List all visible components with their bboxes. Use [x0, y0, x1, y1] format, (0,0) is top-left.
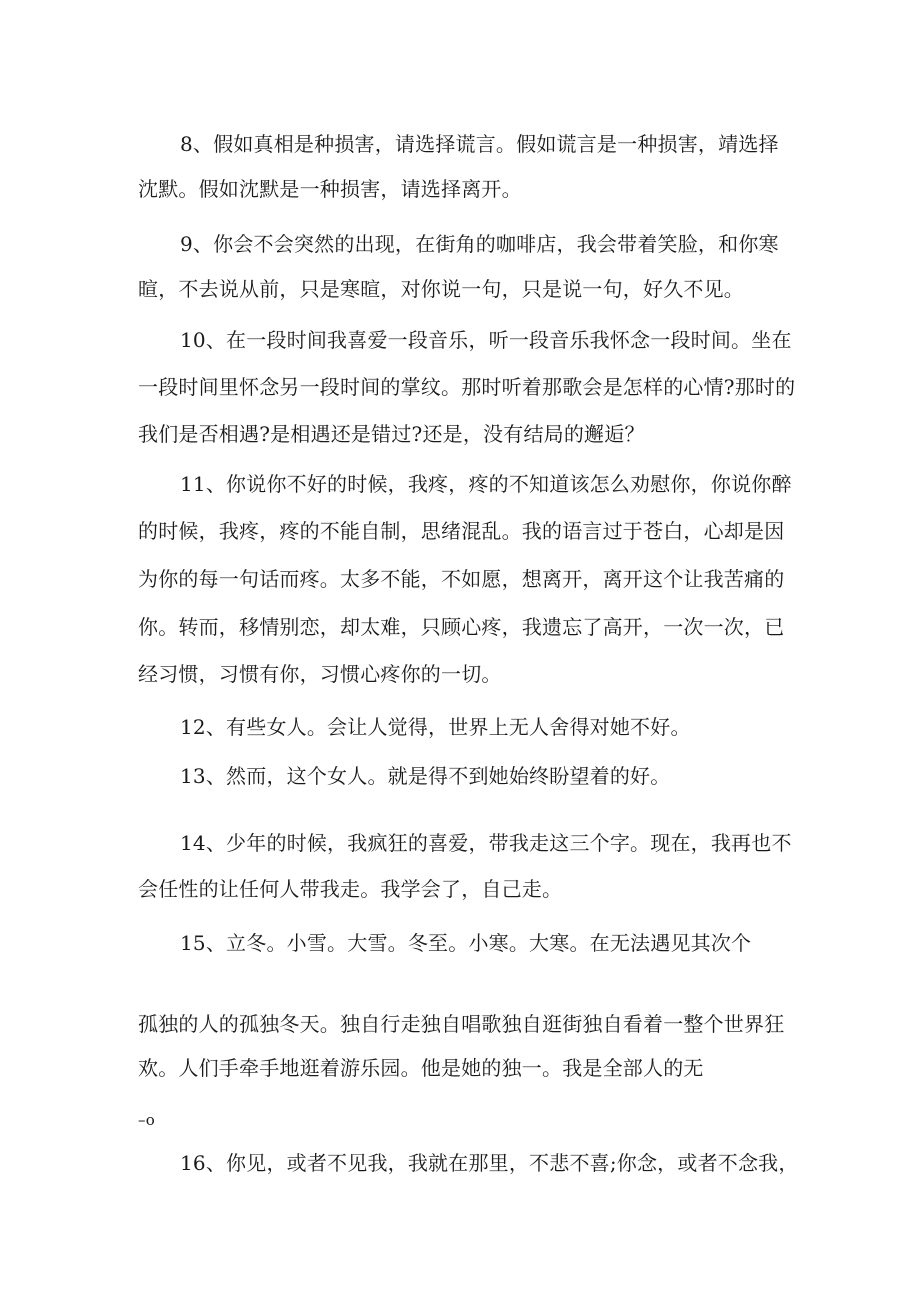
- text-line: 11、你说你不好的时候，我疼，疼的不知道该怎么劝慰你，你说你醉: [180, 472, 792, 496]
- text-line: 为你的每一句话而疼。太多不能，不如愿，想离开，离开这个让我苦痛的: [138, 567, 785, 591]
- text-line: –o: [138, 1111, 155, 1129]
- text-line: 经习惯，习惯有你，习惯心疼你的一切。: [138, 662, 502, 686]
- text-line: 14、少年的时候，我疯狂的喜爱，带我走这三个字。现在，我再也不: [180, 831, 792, 855]
- text-line: 沈默。假如沈默是一种损害，请选择离开。: [138, 177, 522, 201]
- text-line: 你。转而，移情别恋，却太难，只顾心疼，我遗忘了高开，一次一次，已: [138, 615, 785, 639]
- text-line: 15、立冬。小雪。大雪。冬至。小寒。大寒。在无法遇见其次个: [180, 931, 752, 955]
- text-line: 暄，不去说从前，只是寒暄，对你说一句，只是说一句，好久不见。: [138, 277, 744, 301]
- text-line: 8、假如真相是种损害，请选择谎言。假如谎言是一种损害，靖选择: [180, 132, 779, 156]
- text-line: 我们是否相遇?是相遇还是错过?还是，没有结局的邂逅？: [138, 422, 645, 446]
- text-line: 9、你会不会突然的出现，在街角的咖啡店，我会带着笑脸，和你寒: [180, 232, 779, 256]
- text-line: 一段时间里怀念另一段时间的掌纹。那时听着那歌会是怎样的心情?那时的: [138, 375, 796, 399]
- text-line: 的时候，我疼，疼的不能自制，思绪混乱。我的语言过于苍白，心却是因: [138, 519, 785, 543]
- text-line: 10、在一段时间我喜爱一段音乐，听一段音乐我怀念一段时间。坐在: [180, 328, 792, 352]
- text-line: 12、有些女人。会让人觉得，世界上无人舍得对她不好。: [180, 715, 691, 739]
- text-line: 16、你见，或者不见我，我就在那里，不悲不喜;你念，或者不念我，: [180, 1151, 799, 1175]
- text-line: 会任性的让任何人带我走。我学会了，自己走。: [138, 877, 563, 901]
- text-line: 欢。人们手牵手地逛着游乐园。他是她的独一。我是全部人的无: [138, 1056, 704, 1080]
- text-line: 13、然而，这个女人。就是得不到她始终盼望着的好。: [180, 764, 671, 788]
- text-line: 孤独的人的孤独冬天。独自行走独自唱歌独自逛街独自看着一整个世界狂: [138, 1012, 785, 1036]
